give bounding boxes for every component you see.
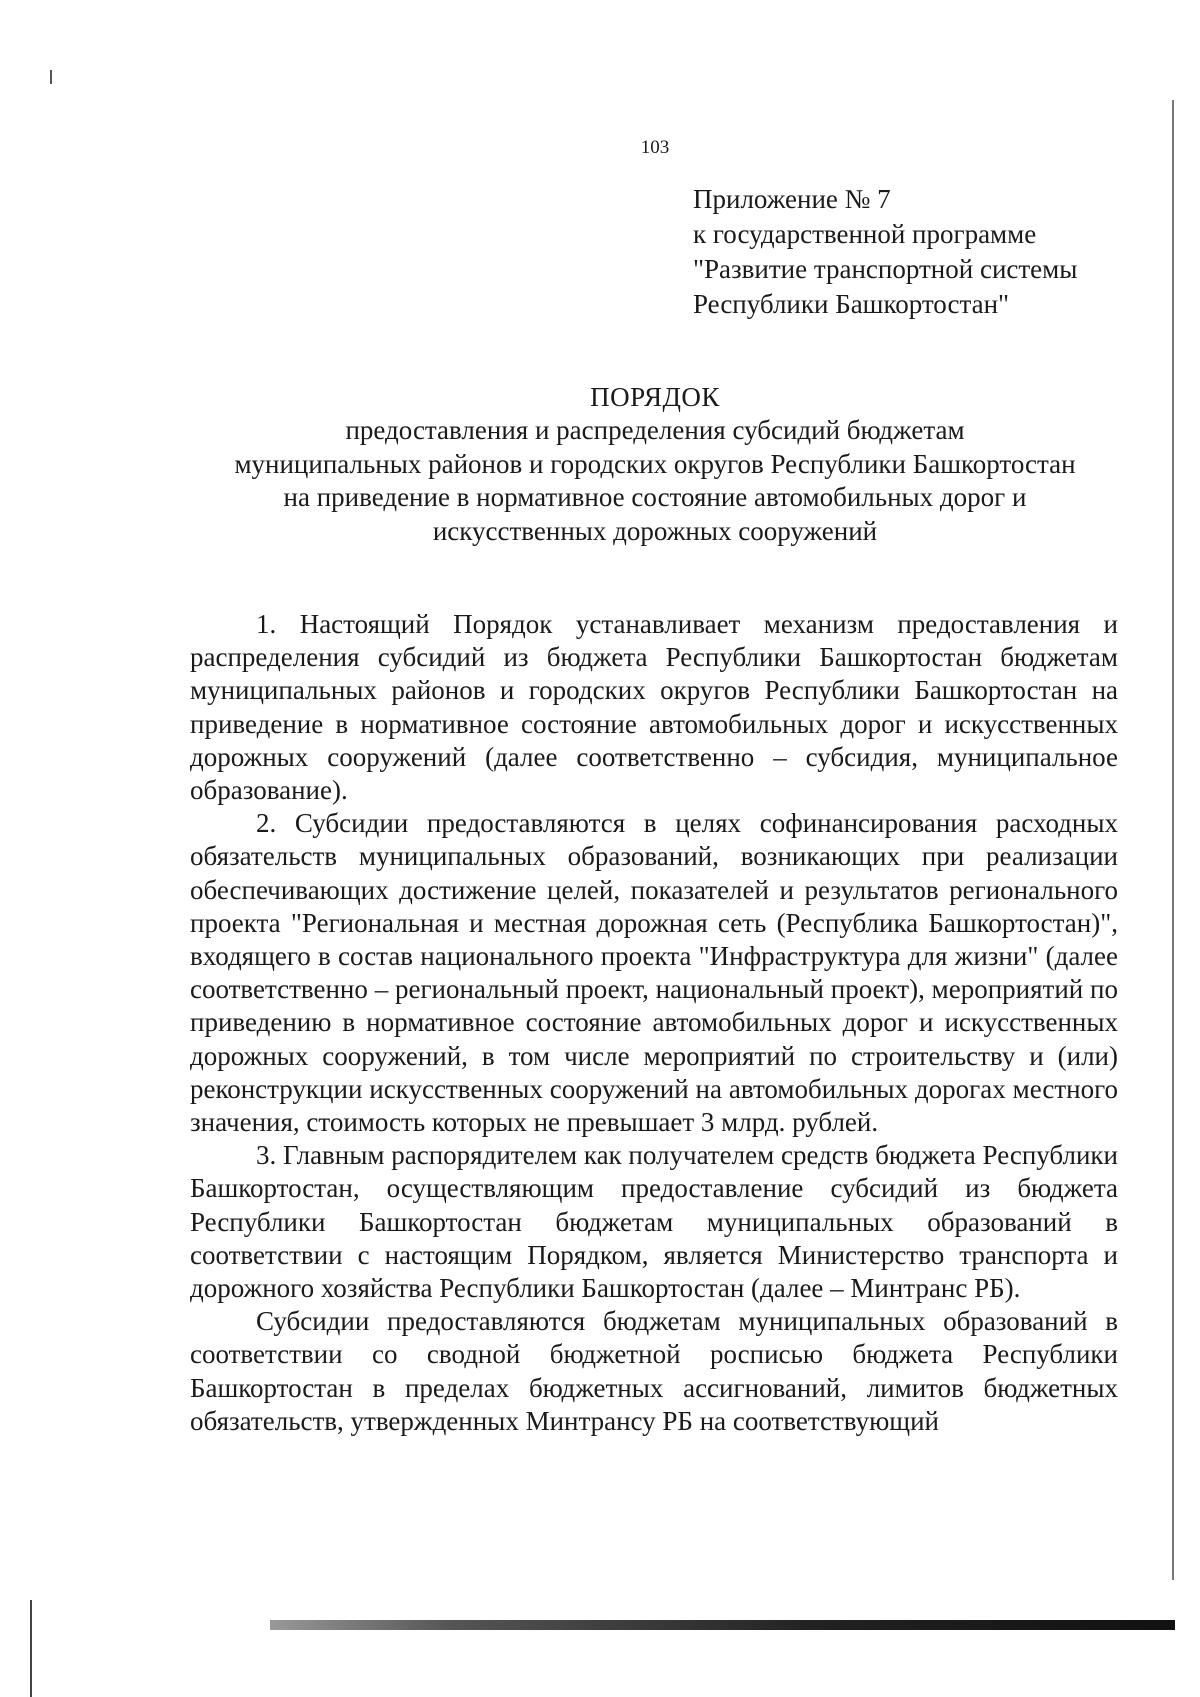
paragraph-1: 1. Настоящий Порядок устанавливает механизм предоставления и распределения субсидий из бюджета Республики Башкортостан бюджетам муниципальных районов и городских округов Республики Башкортостан на приведение в нормативное состояние автомобильных дорог и искусственных дорожных сооружений (далее соответственно – субсидия, муниципальное образование).: [190, 609, 1118, 806]
paragraph-4: Субсидии предоставляются бюджетам муниципальных образований в соответствии со сводной бюджетной росписью бюджета Республики Башкортостан в пределах бюджетных ассигнований, лимитов бюджетных обязательств, утвержденных Минтрансу РБ на соответствующий: [190, 1306, 1118, 1436]
subtitle-line: предоставления и распределения субсидий бюджетам: [345, 415, 965, 445]
subtitle-line: искусственных дорожных сооружений: [432, 515, 878, 546]
scan-artifact-mark: [50, 70, 52, 84]
appendix-header: [693, 182, 1077, 322]
appendix-line: Республики Башкортостан": [693, 289, 1010, 319]
appendix-line: Приложение № 7: [693, 184, 891, 214]
appendix-line: "Развитие транспортной системы: [693, 254, 1078, 284]
paragraph-3: 3. Главным распорядителем как получателем средств бюджета Республики Башкортостан, осуществляющим предоставление субсидий из бюджета Республики Башкортостан бюджетам муниципальных образований в соответствии с настоящим Порядком, является Министерство транспорта и дорожного хозяйства Республики Башкортостан (далее – Минтранс РБ).: [190, 1140, 1118, 1304]
subtitle-line: на приведение в нормативное состояние автомобильных дорог и: [283, 482, 1027, 512]
paragraph-2: 2. Субсидии предоставляются в целях софинансирования расходных обязательств муниципальных образований, возникающих при реализации обеспечивающих достижение целей, показателей и результатов регионального проекта "Региональная и местная дорожная сеть (Республика Башкортостан)", входящего в состав национального проекта "Инфраструктура для жизни" (далее соответственно – региональный проект, национальный проект), мероприятий по приведению в нормативное состояние автомобильных дорог и искусственных дорожных сооружений, в том числе мероприятий по строительству и (или) реконструкции искусственных сооружений на автомобильных дорогах местного значения, стоимость которых не превышает 3 млрд. рублей.: [190, 808, 1118, 1138]
document-subtitle: [150, 414, 1160, 548]
scan-artifact-right-edge: [1172, 100, 1174, 1580]
scan-artifact-left-edge: [30, 1600, 32, 1697]
document-title: ПОРЯДОК: [590, 382, 720, 412]
document-body: [190, 608, 1118, 1438]
scan-artifact-bottom-bar: [270, 1620, 1175, 1630]
subtitle-line: муниципальных районов и городских округов Республики Башкортостан: [234, 448, 1076, 479]
appendix-line: к государственной программе: [693, 219, 1037, 249]
page-number: 103: [640, 137, 670, 158]
